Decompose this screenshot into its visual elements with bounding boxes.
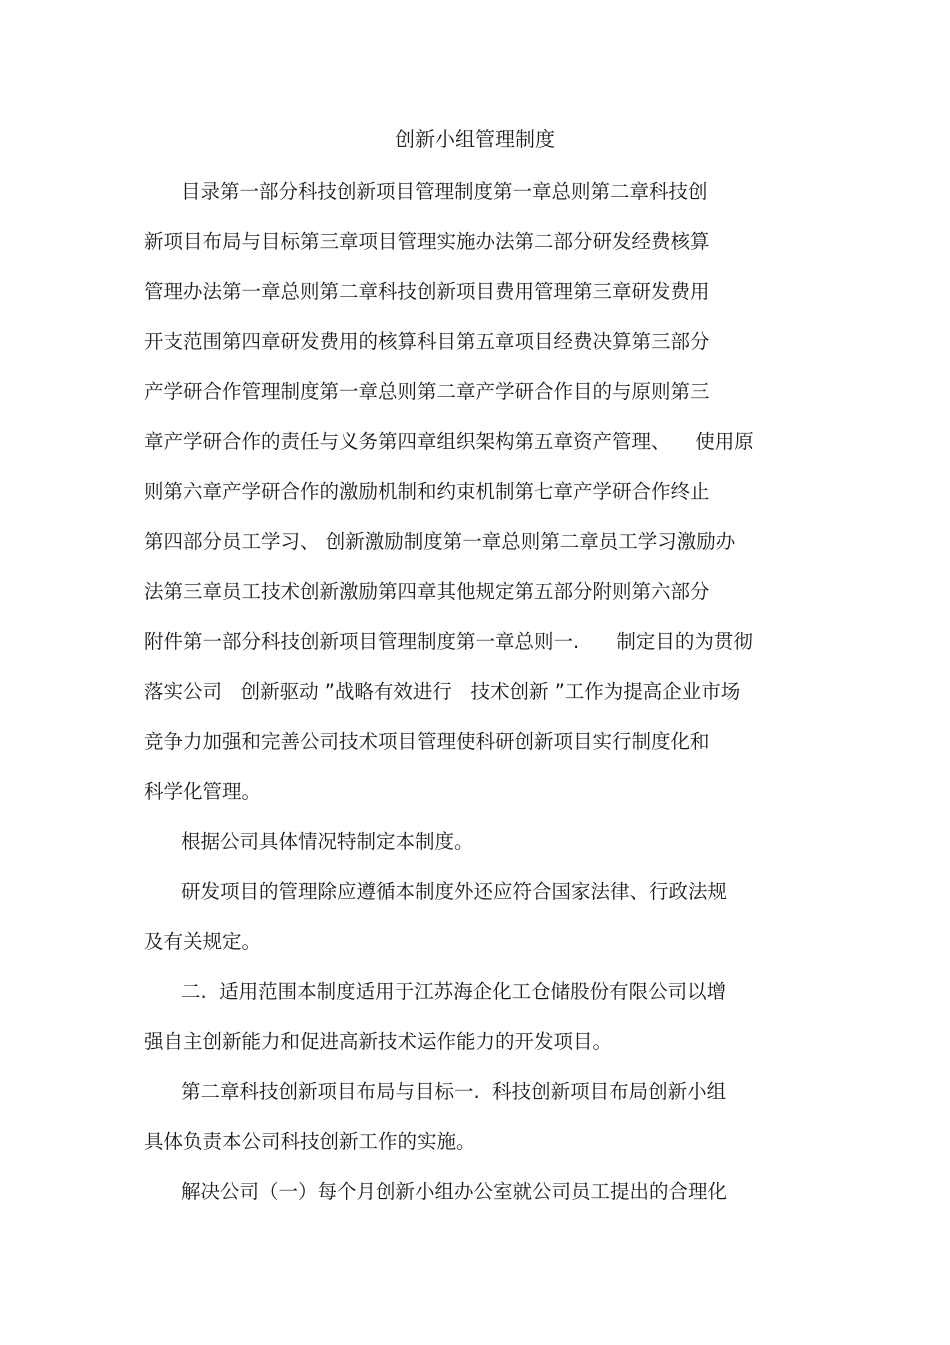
body-line-15: 研发项目的管理除应遵循本制度外还应符合国家法律、行政法规 [181, 880, 728, 903]
body-line-11: 落实公司 创新驱动 ”战略有效进行 技术创新 ”工作为提高企业市场 [144, 680, 741, 703]
body-line-10: 附件第一部分科技创新项目管理制度第一章总则一. 制定目的为贯彻 [144, 630, 753, 653]
body-line-2: 新项目布局与目标第三章项目管理实施办法第二部分研发经费核算 [144, 230, 710, 253]
document-title: 创新小组管理制度 [395, 127, 555, 151]
body-line-4: 开支范围第四章研发费用的核算科目第五章项目经费决算第三部分 [144, 330, 710, 353]
body-line-17: 二. 适用范围本制度适用于江苏海企化工仓储股份有限公司以增 [181, 980, 727, 1003]
body-line-5: 产学研合作管理制度第一章总则第二章产学研合作目的与原则第三 [144, 380, 710, 403]
body-line-7: 则第六章产学研合作的激励机制和约束机制第七章产学研合作终止 [144, 480, 710, 503]
body-line-8: 第四部分员工学习、 创新激励制度第一章总则第二章员工学习激励办 [144, 530, 736, 553]
body-line-16: 及有关规定。 [144, 930, 262, 953]
body-line-21: 解决公司（一）每个月创新小组办公室就公司员工提出的合理化 [181, 1180, 728, 1203]
body-line-19: 第二章科技创新项目布局与目标一. 科技创新项目布局创新小组 [181, 1080, 727, 1103]
body-line-6: 章产学研合作的责任与义务第四章组织架构第五章资产管理、 使用原 [144, 430, 754, 453]
body-line-1: 目录第一部分科技创新项目管理制度第一章总则第二章科技创 [181, 180, 708, 203]
body-line-9: 法第三章员工技术创新激励第四章其他规定第五部分附则第六部分 [144, 580, 710, 603]
body-line-20: 具体负责本公司科技创新工作的实施。 [144, 1130, 476, 1153]
body-line-13: 科学化管理。 [144, 780, 262, 803]
body-line-18: 强自主创新能力和促进高新技术运作能力的开发项目。 [144, 1030, 613, 1053]
body-line-3: 管理办法第一章总则第二章科技创新项目费用管理第三章研发费用 [144, 280, 710, 303]
body-line-14: 根据公司具体情况特制定本制度。 [181, 830, 474, 853]
body-line-12: 竞争力加强和完善公司技术项目管理使科研创新项目实行制度化和 [144, 730, 710, 753]
